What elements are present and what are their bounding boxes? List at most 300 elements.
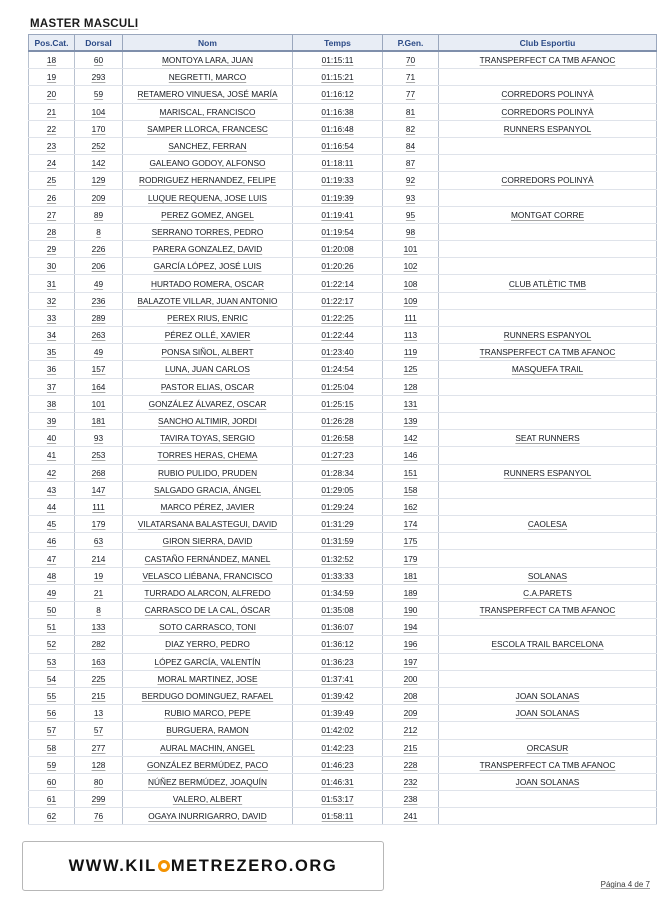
cell-pos-cat-text: 28: [46, 226, 57, 237]
cell-nom-text: MORAL MARTINEZ, JOSE: [157, 673, 258, 684]
cell-pos-cat: [29, 241, 75, 258]
brand-logo: [69, 857, 338, 876]
cell-nom: [123, 206, 293, 223]
cell-nom-text: PARERA GONZALEZ, DAVID: [152, 244, 263, 255]
cell-temps: [293, 584, 383, 601]
cell-temps-text: 01:19:54: [321, 226, 354, 237]
cell-temps: [293, 808, 383, 825]
cell-dorsal: [75, 86, 123, 103]
cell-pgen-text: 108: [403, 278, 418, 289]
cell-dorsal-text: 57: [93, 725, 104, 736]
cell-nom: [123, 481, 293, 498]
table-row: [29, 412, 657, 429]
column-header-nom: Nom: [123, 35, 293, 52]
cell-pgen-text: 128: [403, 381, 418, 392]
table-row: [29, 602, 657, 619]
cell-temps-text: 01:15:21: [321, 72, 354, 83]
cell-club-text: C.A.PARETS: [523, 587, 572, 598]
cell-dorsal: [75, 533, 123, 550]
cell-pos-cat-text: 41: [46, 450, 57, 461]
table-row: [29, 155, 657, 172]
cell-dorsal: [75, 808, 123, 825]
cell-dorsal: [75, 155, 123, 172]
cell-pgen: [383, 51, 439, 69]
cell-nom: [123, 533, 293, 550]
cell-club: [439, 86, 657, 103]
cell-pgen: [383, 120, 439, 137]
cell-temps-text: 01:34:59: [321, 587, 354, 598]
cell-pos-cat-text: 30: [46, 261, 57, 272]
cell-nom-text: CASTAÑO FERNÁNDEZ, MANEL: [144, 553, 271, 564]
cell-dorsal-text: 19: [93, 570, 104, 581]
cell-club-text: CORREDORS POLINYÀ: [501, 89, 594, 100]
cell-temps: [293, 619, 383, 636]
cell-dorsal-text: 21: [93, 587, 104, 598]
cell-pgen-text: 200: [403, 673, 418, 684]
cell-temps-text: 01:19:33: [321, 175, 354, 186]
cell-pos-cat: [29, 361, 75, 378]
cell-club: [439, 395, 657, 412]
cell-pos-cat-text: 36: [46, 364, 57, 375]
cell-temps: [293, 327, 383, 344]
cell-pgen: [383, 481, 439, 498]
cell-club-text: MONTGAT CORRE: [511, 209, 584, 220]
cell-pos-cat: [29, 670, 75, 687]
cell-pgen-text: 232: [403, 776, 418, 787]
cell-club: [439, 378, 657, 395]
cell-pgen: [383, 636, 439, 653]
cell-club: [439, 687, 657, 704]
cell-pos-cat-text: 26: [46, 192, 57, 203]
cell-club: [439, 670, 657, 687]
cell-dorsal-text: 128: [91, 759, 106, 770]
cell-club-text: TRANSPERFECT CA TMB AFANOC: [479, 55, 616, 66]
cell-pgen: [383, 327, 439, 344]
cell-club: [439, 808, 657, 825]
cell-pos-cat-text: 47: [46, 553, 57, 564]
table-row: [29, 344, 657, 361]
cell-dorsal: [75, 619, 123, 636]
cell-temps: [293, 653, 383, 670]
cell-pos-cat: [29, 481, 75, 498]
cell-temps: [293, 722, 383, 739]
cell-nom-text: CARRASCO DE LA CAL, ÓSCAR: [144, 605, 271, 616]
cell-pos-cat-text: 60: [46, 776, 57, 787]
cell-temps-text: 01:15:11: [321, 55, 354, 66]
cell-temps: [293, 670, 383, 687]
cell-pgen-text: 81: [405, 106, 416, 117]
table-row: [29, 292, 657, 309]
cell-pgen-text: 70: [405, 55, 416, 66]
cell-pgen: [383, 223, 439, 240]
cell-pgen-text: 98: [405, 226, 416, 237]
cell-nom: [123, 378, 293, 395]
cell-dorsal: [75, 602, 123, 619]
table-row: [29, 309, 657, 326]
cell-pos-cat-text: 37: [46, 381, 57, 392]
cell-pgen-text: 181: [403, 570, 418, 581]
table-row: [29, 189, 657, 206]
cell-pos-cat: [29, 808, 75, 825]
cell-dorsal-text: 8: [96, 226, 101, 237]
cell-dorsal-text: 277: [91, 742, 106, 753]
cell-club-text: JOAN SOLANAS: [515, 691, 580, 702]
cell-nom-text: GALEANO GODOY, ALFONSO: [149, 158, 266, 169]
cell-dorsal-text: 226: [91, 244, 106, 255]
cell-club: [439, 103, 657, 120]
cell-pgen-text: 93: [405, 192, 416, 203]
cell-temps-text: 01:58:11: [321, 811, 354, 822]
cell-pos-cat: [29, 567, 75, 584]
cell-temps-text: 01:37:41: [321, 673, 354, 684]
cell-dorsal-text: 49: [93, 347, 104, 358]
cell-temps: [293, 309, 383, 326]
cell-club: [439, 567, 657, 584]
cell-pos-cat-text: 20: [46, 89, 57, 100]
cell-pos-cat: [29, 533, 75, 550]
cell-pos-cat: [29, 206, 75, 223]
cell-temps: [293, 516, 383, 533]
cell-pos-cat-text: 57: [46, 725, 57, 736]
cell-dorsal-text: 282: [91, 639, 106, 650]
cell-pgen: [383, 155, 439, 172]
cell-pgen: [383, 378, 439, 395]
cell-club: [439, 636, 657, 653]
cell-temps-text: 01:36:07: [321, 622, 354, 633]
cell-club: [439, 584, 657, 601]
cell-temps: [293, 120, 383, 137]
cell-club: [439, 516, 657, 533]
cell-nom-text: RUBIO MARCO, PEPE: [164, 708, 251, 719]
cell-temps-text: 01:29:05: [321, 484, 354, 495]
cell-dorsal: [75, 791, 123, 808]
cell-pos-cat-text: 22: [46, 123, 57, 134]
cell-temps-text: 01:26:58: [321, 433, 354, 444]
cell-nom: [123, 241, 293, 258]
cell-nom-text: VILATARSANA BALASTEGUI, DAVID: [137, 519, 278, 530]
cell-club: [439, 619, 657, 636]
cell-pos-cat-text: 43: [46, 484, 57, 495]
cell-pos-cat-text: 32: [46, 295, 57, 306]
cell-temps: [293, 756, 383, 773]
cell-temps: [293, 705, 383, 722]
cell-dorsal: [75, 516, 123, 533]
cell-temps-text: 01:16:12: [321, 89, 354, 100]
table-row: [29, 464, 657, 481]
cell-pgen-text: 102: [403, 261, 418, 272]
cell-pos-cat: [29, 412, 75, 429]
cell-dorsal: [75, 258, 123, 275]
table-row: [29, 86, 657, 103]
cell-club-text: CAOLESA: [527, 519, 568, 530]
cell-pgen: [383, 172, 439, 189]
cell-pgen: [383, 498, 439, 515]
cell-nom: [123, 137, 293, 154]
cell-nom-text: OGAYA INURRIGARRO, DAVID: [148, 811, 267, 822]
cell-nom-text: BERDUGO DOMINGUEZ, RAFAEL: [141, 691, 274, 702]
cell-club: [439, 223, 657, 240]
cell-pos-cat: [29, 447, 75, 464]
cell-pgen-text: 71: [405, 72, 416, 83]
cell-pgen: [383, 309, 439, 326]
cell-nom-text: NEGRETTI, MARCO: [168, 72, 247, 83]
cell-dorsal: [75, 327, 123, 344]
cell-pos-cat: [29, 653, 75, 670]
cell-temps: [293, 137, 383, 154]
cell-dorsal: [75, 636, 123, 653]
cell-pgen: [383, 395, 439, 412]
cell-nom: [123, 584, 293, 601]
cell-dorsal: [75, 137, 123, 154]
cell-club-text: RUNNERS ESPANYOL: [503, 330, 592, 341]
cell-pgen: [383, 516, 439, 533]
cell-pgen-text: 151: [403, 467, 418, 478]
cell-pos-cat: [29, 172, 75, 189]
cell-dorsal: [75, 223, 123, 240]
cell-temps: [293, 533, 383, 550]
cell-pos-cat: [29, 705, 75, 722]
column-header-temps: Temps: [293, 35, 383, 52]
cell-dorsal: [75, 653, 123, 670]
cell-pgen-text: 82: [405, 123, 416, 134]
cell-pgen-text: 119: [403, 347, 418, 358]
page-footer: [22, 841, 650, 893]
cell-dorsal-text: 209: [91, 192, 106, 203]
cell-nom-text: MONTOYA LARA, JUAN: [162, 55, 253, 66]
cell-temps-text: 01:28:34: [321, 467, 354, 478]
cell-temps-text: 01:42:02: [321, 725, 354, 736]
cell-nom: [123, 670, 293, 687]
cell-pgen: [383, 206, 439, 223]
cell-nom-text: HURTADO ROMERA, OSCAR: [150, 278, 265, 289]
cell-pos-cat: [29, 584, 75, 601]
cell-nom: [123, 447, 293, 464]
cell-club-text: JOAN SOLANAS: [515, 708, 580, 719]
cell-club-text: MASQUEFA TRAIL: [511, 364, 584, 375]
cell-pos-cat-text: 19: [46, 72, 57, 83]
table-row: [29, 722, 657, 739]
cell-temps: [293, 395, 383, 412]
cell-pos-cat: [29, 344, 75, 361]
cell-pos-cat-text: 58: [46, 742, 57, 753]
page-title: MASTER MASCULI: [30, 18, 139, 30]
cell-dorsal: [75, 395, 123, 412]
cell-temps-text: 01:25:04: [321, 381, 354, 392]
cell-temps-text: 01:23:40: [321, 347, 354, 358]
cell-dorsal: [75, 344, 123, 361]
cell-temps: [293, 378, 383, 395]
cell-club-text: ESCOLA TRAIL BARCELONA: [491, 639, 604, 650]
cell-club-text: SOLANAS: [527, 570, 568, 581]
cell-nom-text: PEREX RIUS, ENRIC: [167, 312, 248, 323]
cell-temps: [293, 636, 383, 653]
cell-dorsal-text: 164: [91, 381, 106, 392]
cell-temps: [293, 69, 383, 86]
cell-pgen: [383, 412, 439, 429]
cell-pos-cat-text: 33: [46, 312, 57, 323]
cell-temps: [293, 481, 383, 498]
cell-pgen: [383, 258, 439, 275]
cell-dorsal-text: 142: [91, 158, 106, 169]
cell-club: [439, 412, 657, 429]
cell-club: [439, 69, 657, 86]
column-header-dorsal: Dorsal: [75, 35, 123, 52]
cell-temps: [293, 241, 383, 258]
cell-nom-text: PASTOR ELIAS, OSCAR: [160, 381, 255, 392]
cell-dorsal-text: 8: [96, 605, 101, 616]
cell-dorsal: [75, 705, 123, 722]
cell-pos-cat-text: 48: [46, 570, 57, 581]
cell-pos-cat: [29, 223, 75, 240]
cell-nom: [123, 550, 293, 567]
cell-pos-cat-text: 51: [46, 622, 57, 633]
table-row: [29, 120, 657, 137]
cell-pgen-text: 111: [404, 312, 417, 323]
table-row: [29, 395, 657, 412]
cell-club: [439, 533, 657, 550]
cell-nom: [123, 498, 293, 515]
cell-dorsal-text: 60: [93, 55, 104, 66]
cell-club: [439, 653, 657, 670]
cell-temps-text: 01:22:14: [321, 278, 354, 289]
cell-nom: [123, 223, 293, 240]
cell-temps-text: 01:35:08: [321, 605, 354, 616]
cell-pos-cat-text: 52: [46, 639, 57, 650]
cell-nom-text: VALERO, ALBERT: [172, 794, 243, 805]
cell-pgen-text: 190: [403, 605, 418, 616]
cell-dorsal: [75, 481, 123, 498]
cell-dorsal-text: 93: [93, 433, 104, 444]
cell-temps: [293, 550, 383, 567]
cell-nom-text: GONZÁLEZ ÁLVAREZ, OSCAR: [148, 398, 267, 409]
cell-pgen: [383, 275, 439, 292]
cell-pgen: [383, 292, 439, 309]
table-row: [29, 687, 657, 704]
cell-dorsal-text: 13: [93, 708, 104, 719]
cell-dorsal: [75, 275, 123, 292]
cell-temps: [293, 739, 383, 756]
cell-temps: [293, 412, 383, 429]
cell-nom-text: PÉREZ OLLÉ, XAVIER: [164, 330, 251, 341]
cell-nom-text: SANCHO ALTIMIR, JORDI: [158, 416, 257, 427]
cell-nom: [123, 292, 293, 309]
cell-pos-cat: [29, 103, 75, 120]
cell-pgen: [383, 653, 439, 670]
cell-pgen-text: 194: [403, 622, 418, 633]
cell-temps-text: 01:46:31: [321, 776, 354, 787]
cell-club-text: JOAN SOLANAS: [515, 776, 580, 787]
cell-pgen-text: 196: [403, 639, 418, 650]
cell-club: [439, 241, 657, 258]
cell-pgen: [383, 773, 439, 790]
cell-club: [439, 309, 657, 326]
table-row: [29, 430, 657, 447]
cell-pgen: [383, 670, 439, 687]
cell-dorsal: [75, 773, 123, 790]
cell-nom-text: BURGUERA, RAMON: [166, 725, 249, 736]
cell-temps: [293, 172, 383, 189]
cell-dorsal-text: 76: [93, 811, 104, 822]
cell-nom-text: NÚÑEZ BERMÚDEZ, JOAQUÍN: [148, 776, 267, 787]
cell-nom: [123, 361, 293, 378]
cell-pgen: [383, 189, 439, 206]
cell-nom-text: LÓPEZ GARCÍA, VALENTÍN: [154, 656, 261, 667]
cell-temps-text: 01:20:08: [321, 244, 354, 255]
table-row: [29, 498, 657, 515]
cell-pgen: [383, 756, 439, 773]
cell-pgen: [383, 722, 439, 739]
cell-nom-text: SOTO CARRASCO, TONI: [159, 622, 256, 633]
cell-dorsal: [75, 292, 123, 309]
table-row: [29, 258, 657, 275]
cell-temps: [293, 223, 383, 240]
cell-pgen: [383, 344, 439, 361]
cell-nom: [123, 51, 293, 69]
cell-dorsal-text: 206: [91, 261, 106, 272]
cell-pos-cat-text: 53: [46, 656, 57, 667]
cell-temps-text: 01:20:26: [321, 261, 354, 272]
cell-pos-cat: [29, 602, 75, 619]
cell-nom-text: SERRANO TORRES, PEDRO: [151, 226, 264, 237]
cell-temps-text: 01:19:39: [321, 192, 354, 203]
table-row: [29, 69, 657, 86]
cell-temps: [293, 189, 383, 206]
cell-dorsal: [75, 550, 123, 567]
cell-nom: [123, 773, 293, 790]
cell-dorsal: [75, 687, 123, 704]
cell-dorsal-text: 214: [91, 553, 106, 564]
cell-pos-cat-text: 62: [46, 811, 57, 822]
cell-pos-cat-text: 21: [46, 106, 57, 117]
cell-dorsal-text: 147: [91, 484, 106, 495]
cell-nom: [123, 172, 293, 189]
cell-pgen-text: 179: [403, 553, 418, 564]
cell-pgen: [383, 86, 439, 103]
cell-temps-text: 01:36:12: [321, 639, 354, 650]
cell-nom-text: TORRES HERAS, CHEMA: [157, 450, 258, 461]
cell-pos-cat: [29, 430, 75, 447]
cell-dorsal: [75, 739, 123, 756]
cell-club: [439, 189, 657, 206]
table-row: [29, 619, 657, 636]
cell-nom: [123, 687, 293, 704]
cell-club-text: RUNNERS ESPANYOL: [503, 467, 592, 478]
cell-temps-text: 01:29:24: [321, 501, 354, 512]
cell-nom: [123, 791, 293, 808]
cell-nom-text: SANCHEZ, FERRAN: [168, 141, 247, 152]
cell-temps-text: 01:39:49: [321, 708, 354, 719]
cell-pos-cat-text: 49: [46, 587, 57, 598]
cell-pos-cat: [29, 137, 75, 154]
cell-pos-cat: [29, 395, 75, 412]
cell-pos-cat-text: 34: [46, 330, 57, 341]
cell-pgen-text: 212: [403, 725, 418, 736]
cell-pos-cat: [29, 275, 75, 292]
cell-nom: [123, 309, 293, 326]
cell-temps-text: 01:25:15: [321, 398, 354, 409]
cell-club: [439, 447, 657, 464]
cell-pgen: [383, 430, 439, 447]
cell-dorsal-text: 59: [93, 89, 104, 100]
cell-nom: [123, 275, 293, 292]
cell-club: [439, 258, 657, 275]
cell-club-text: TRANSPERFECT CA TMB AFANOC: [479, 605, 616, 616]
cell-dorsal-text: 263: [91, 330, 106, 341]
cell-pgen: [383, 241, 439, 258]
cell-pgen-text: 84: [405, 141, 416, 152]
cell-club-text: RUNNERS ESPANYOL: [503, 123, 592, 134]
cell-dorsal-text: 215: [91, 691, 106, 702]
